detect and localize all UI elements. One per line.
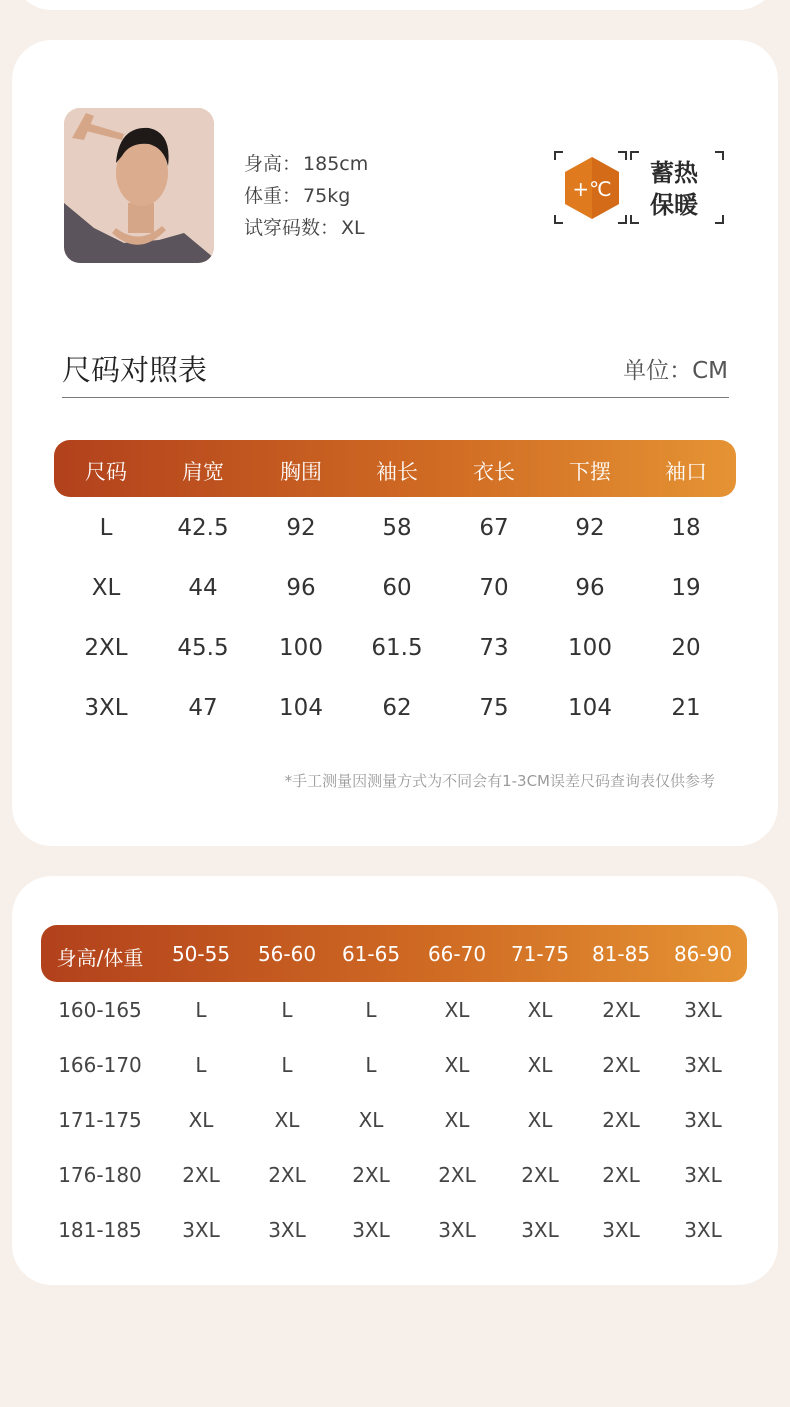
model-info: [244, 148, 370, 244]
table-cell: XL: [444, 1108, 470, 1132]
svg-text:+℃: +℃: [572, 177, 612, 201]
table-cell: 3XL: [521, 1218, 559, 1242]
header-cell: 肩宽: [182, 460, 224, 484]
size-chart-title: 尺码对照表: [62, 353, 208, 387]
table-cell: 2XL: [352, 1163, 390, 1187]
table-cell: 3XL: [602, 1218, 640, 1242]
top-card-edge: [12, 0, 778, 10]
table-cell: 62: [382, 695, 412, 721]
row-label: 160-165: [58, 998, 142, 1022]
heat-retention-badge: [554, 151, 724, 224]
table-cell: 92: [286, 515, 316, 541]
table-cell: 61.5: [371, 635, 423, 661]
table-cell: L: [365, 1053, 377, 1077]
table-cell: 44: [188, 575, 218, 601]
fit-chart-card: [12, 876, 778, 1285]
table-cell: 67: [479, 515, 509, 541]
table-cell: 3XL: [438, 1218, 476, 1242]
table-cell: XL: [527, 1108, 553, 1132]
table-cell: XL: [527, 998, 553, 1022]
table-cell: 60: [382, 575, 412, 601]
table-cell: 58: [382, 515, 412, 541]
table-cell: L: [365, 998, 377, 1022]
row-label: 166-170: [58, 1053, 142, 1077]
header-cell: 81-85: [591, 942, 651, 966]
header-cell: 袖口: [665, 460, 707, 484]
table-cell: 3XL: [268, 1218, 306, 1242]
table-cell: 42.5: [177, 515, 229, 541]
table-cell: 70: [479, 575, 509, 601]
header-cell: 下摆: [569, 460, 611, 484]
model-photo: [64, 108, 214, 263]
table-cell: 104: [568, 695, 612, 721]
row-label: XL: [91, 575, 121, 601]
row-label: 2XL: [84, 635, 128, 661]
header-cell: 66-70: [427, 942, 487, 966]
header-cell: 50-55: [171, 942, 231, 966]
badge-text: 蓄热 保暖: [650, 159, 698, 219]
table-cell: 2XL: [182, 1163, 220, 1187]
table-cell: XL: [188, 1108, 214, 1132]
header-cell: 56-60: [257, 942, 317, 966]
model-weight: 体重： 75kg: [244, 185, 351, 207]
size-chart-card: [12, 40, 778, 846]
header-cell: 61-65: [341, 942, 401, 966]
table-cell: 2XL: [268, 1163, 306, 1187]
row-label: L: [99, 515, 113, 541]
title-divider: [62, 397, 729, 398]
table-cell: 3XL: [684, 1163, 722, 1187]
table-cell: 18: [671, 515, 701, 541]
table-cell: 104: [279, 695, 323, 721]
size-table-header: [54, 440, 736, 497]
table-cell: XL: [444, 1053, 470, 1077]
header-cell: 衣长: [473, 460, 515, 484]
table-cell: 21: [671, 695, 701, 721]
table-cell: 3XL: [684, 1108, 722, 1132]
header-cell: 身高/体重: [56, 946, 144, 970]
table-cell: 2XL: [602, 998, 640, 1022]
table-cell: 19: [671, 575, 701, 601]
header-cell: 胸围: [280, 460, 322, 484]
table-cell: 96: [286, 575, 316, 601]
header-cell: 尺码: [85, 460, 127, 484]
table-cell: 100: [568, 635, 612, 661]
table-cell: 2XL: [602, 1108, 640, 1132]
table-cell: 45.5: [177, 635, 229, 661]
table-cell: 47: [188, 695, 218, 721]
table-cell: XL: [358, 1108, 384, 1132]
table-cell: L: [281, 1053, 293, 1077]
table-cell: 3XL: [684, 1053, 722, 1077]
table-cell: 96: [575, 575, 605, 601]
header-cell: 袖长: [376, 460, 418, 484]
model-size: 试穿码数： XL: [244, 217, 365, 239]
table-cell: L: [281, 998, 293, 1022]
table-cell: L: [195, 998, 207, 1022]
table-cell: 3XL: [684, 998, 722, 1022]
table-cell: 3XL: [352, 1218, 390, 1242]
row-label: 171-175: [58, 1108, 142, 1132]
table-cell: 3XL: [182, 1218, 220, 1242]
fit-table-header: [41, 925, 747, 982]
size-chart-unit: 单位：CM: [623, 358, 728, 384]
table-cell: L: [195, 1053, 207, 1077]
table-cell: 2XL: [602, 1163, 640, 1187]
table-cell: 2XL: [521, 1163, 559, 1187]
header-cell: 86-90: [673, 942, 733, 966]
model-height: 身高： 185cm: [244, 153, 369, 175]
table-cell: 2XL: [438, 1163, 476, 1187]
table-cell: 2XL: [602, 1053, 640, 1077]
table-cell: 20: [671, 635, 701, 661]
table-cell: 100: [279, 635, 323, 661]
row-label: 176-180: [58, 1163, 142, 1187]
row-label: 3XL: [84, 695, 128, 721]
table-cell: XL: [527, 1053, 553, 1077]
measurement-note: *手工测量因测量方式为不同会有1-3CM误差尺码查询表仅供参考: [284, 772, 715, 790]
table-cell: 3XL: [684, 1218, 722, 1242]
table-cell: XL: [444, 998, 470, 1022]
thermometer-icon: [562, 155, 622, 221]
table-cell: XL: [274, 1108, 300, 1132]
row-label: 181-185: [58, 1218, 142, 1242]
table-cell: 75: [479, 695, 509, 721]
table-cell: 73: [479, 635, 509, 661]
header-cell: 71-75: [510, 942, 570, 966]
table-cell: 92: [575, 515, 605, 541]
